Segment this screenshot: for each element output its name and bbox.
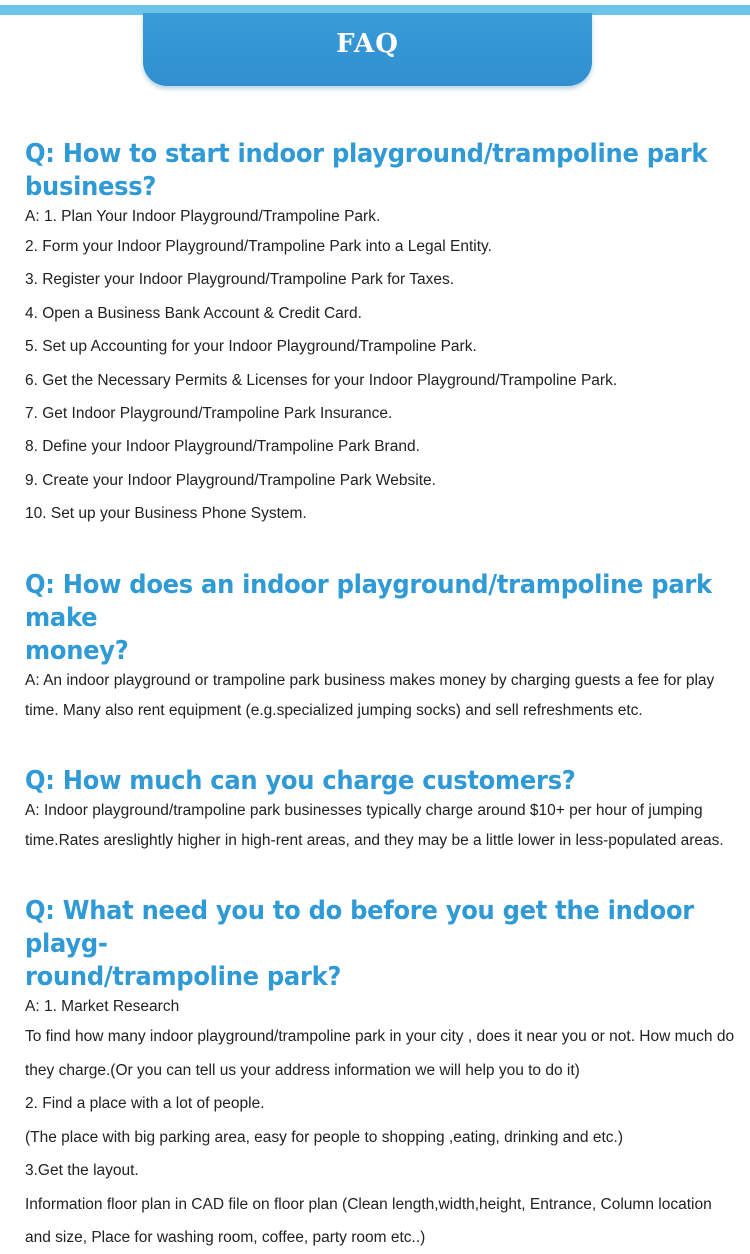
faq-item-start-business: [25, 138, 737, 531]
answer-line: A: Indoor playground/trampoline park businesses typically charge around $10+ per hour of jumping: [25, 802, 703, 820]
faq-header-tab: [143, 13, 592, 86]
answer-line: A: An indoor playground or trampoline park business makes money by charging guests a fee for play: [25, 671, 715, 689]
faq-answer: [25, 204, 737, 531]
section-spacer: [25, 531, 737, 569]
question-line: round/trampoline park?: [25, 962, 342, 993]
section-spacer: [25, 857, 737, 895]
question-line: money?: [25, 635, 129, 666]
answer-line: 5. Set up Accounting for your Indoor Playground/Trampoline Park.: [25, 338, 477, 356]
faq-answer: [25, 668, 737, 727]
answer-line: 6. Get the Necessary Permits & Licenses for your Indoor Playground/Trampoline Park.: [25, 371, 618, 389]
answer-line: 7. Get Indoor Playground/Trampoline Park Insurance.: [25, 405, 393, 423]
answer-line: 2. Find a place with a lot of people.: [25, 1095, 265, 1113]
faq-question: [25, 895, 732, 994]
answer-line: Information floor plan in CAD file on floor plan (Clean length,width,height, Entrance, Column location: [25, 1195, 712, 1213]
answer-line: and size, Place for washing room, coffee, party room etc..): [25, 1228, 426, 1246]
faq-item-before-you-get: [25, 895, 737, 1254]
question-line: Q: How to start indoor playground/trampoline park: [25, 139, 708, 169]
page-title: FAQ: [336, 29, 399, 59]
answer-line: 2. Form your Indoor Playground/Trampoline Park into a Legal Entity.: [25, 238, 492, 255]
answer-line: 4. Open a Business Bank Account & Credit Card.: [25, 304, 362, 322]
answer-line: time. Many also rent equipment (e.g.specialized jumping socks) and sell refreshments etc.: [25, 701, 643, 719]
question-line: Q: What need you to do before you get the indoor playg-: [25, 896, 694, 960]
faq-item-make-money: [25, 569, 737, 727]
answer-line: (The place with big parking area, easy for people to shopping ,eating, drinking and etc.): [25, 1128, 623, 1146]
answer-line: 10. Set up your Business Phone System.: [25, 505, 307, 523]
faq-question: [25, 765, 732, 798]
faq-content: [25, 138, 737, 1254]
faq-answer: [25, 994, 737, 1254]
faq-question: [25, 569, 732, 668]
answer-line: they charge.(Or you can tell us your address information we will help you to do it): [25, 1061, 580, 1079]
answer-line: 8. Define your Indoor Playground/Trampoline Park Brand.: [25, 438, 420, 456]
question-line: Q: How much can you charge customers?: [25, 766, 576, 797]
answer-line: time.Rates areslightly higher in high-rent areas, and they may be a little lower in less-populated areas.: [25, 832, 724, 850]
answer-line: 3. Register your Indoor Playground/Trampoline Park for Taxes.: [25, 271, 455, 289]
answer-line: A: 1. Market Research: [25, 998, 180, 1016]
answer-line: A: 1. Plan Your Indoor Playground/Trampoline Park.: [25, 208, 381, 225]
question-line: Q: How does an indoor playground/trampoline park make: [25, 569, 712, 633]
question-line: business?: [25, 172, 157, 202]
faq-question: [25, 138, 732, 204]
faq-item-charge-customers: [25, 765, 737, 857]
answer-line: To find how many indoor playground/trampoline park in your city , does it near you or not. How much do: [25, 1028, 735, 1046]
answer-line: 3.Get the layout.: [25, 1162, 139, 1180]
answer-line: 9. Create your Indoor Playground/Trampoline Park Website.: [25, 471, 436, 489]
faq-answer: [25, 798, 737, 857]
section-spacer: [25, 727, 737, 765]
